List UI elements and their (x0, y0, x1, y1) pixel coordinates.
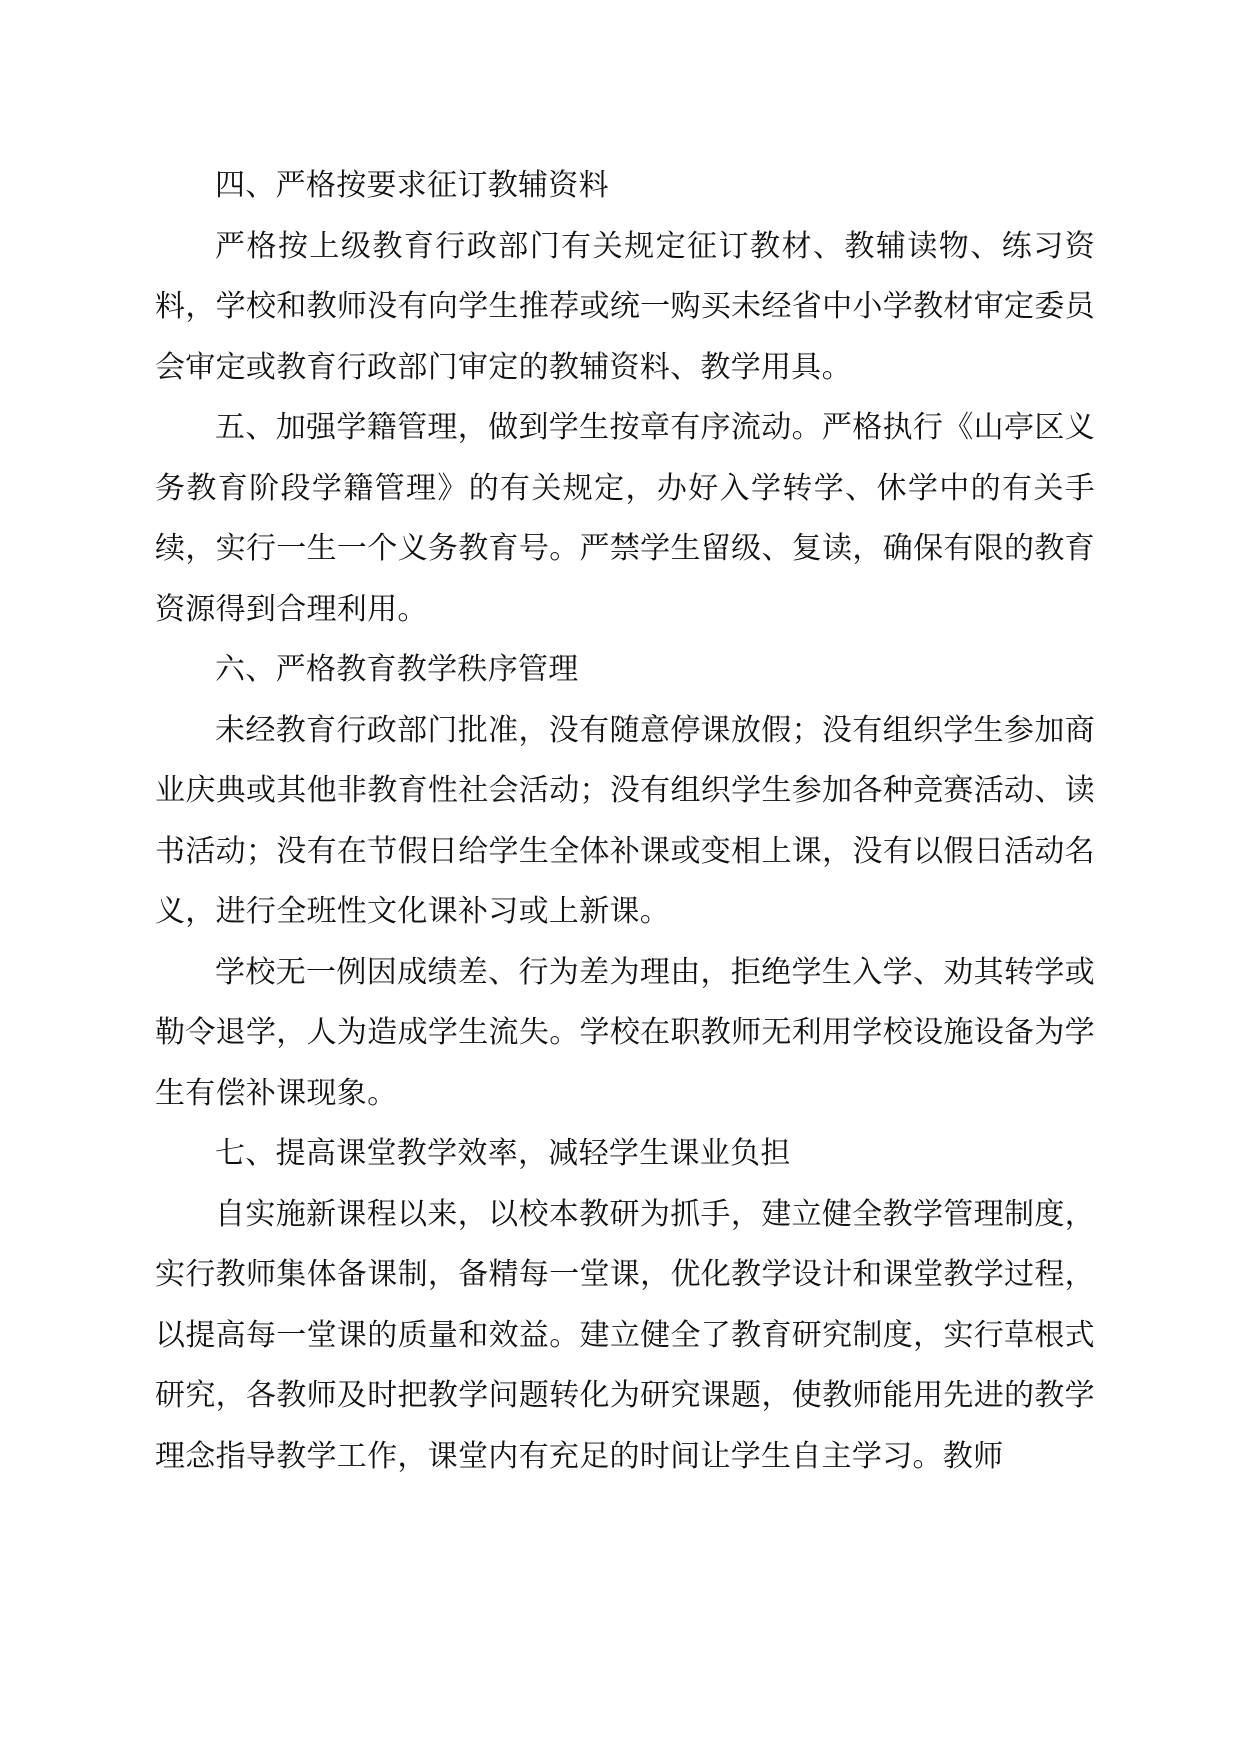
section-heading-4: 四、严格按要求征订教辅资料 (215, 168, 609, 203)
section-heading-7: 七、提高课堂教学效率，减轻学生课业负担 (215, 1136, 791, 1171)
paragraph-classroom-efficiency: 自实施新课程以来，以校本教研为抓手，建立健全教学管理制度，实行教师集体备课制，备精每一堂课，优化教学设计和课堂教学过程，以提高每一堂课的质量和效益。建立健全了教育研究制度，实行草根式研究，各教师及时把教学问题转化为研究课题，使教师能用先进的教学理念指导教学工作，课堂内有充足的时间让学生自主学习。教师 (155, 1196, 1095, 1474)
section-heading-6: 六、严格教育教学秩序管理 (215, 652, 579, 687)
document-body (155, 156, 1095, 1487)
paragraph-teaching-order: 未经教育行政部门批准，没有随意停课放假；没有组织学生参加商业庆典或其他非教育性社会活动；没有组织学生参加各种竞赛活动、读书活动；没有在节假日给学生全体补课或变相上课，没有以假日活动名义，进行全班性文化课补习或上新课。 (155, 712, 1095, 929)
paragraph-student-registration: 五、加强学籍管理，做到学生按章有序流动。严格执行《山亭区义务教育阶段学籍管理》的有关规定，办好入学转学、休学中的有关手续，实行一生一个义务教育号。严禁学生留级、复读，确保有限的教育资源得到合理利用。 (155, 410, 1095, 627)
paragraph-no-dropout: 学校无一例因成绩差、行为差为理由，拒绝学生入学、劝其转学或勒令退学，人为造成学生流失。学校在职教师无利用学校设施设备为学生有偿补课现象。 (155, 954, 1095, 1111)
paragraph-textbook-ordering: 严格按上级教育行政部门有关规定征订教材、教辅读物、练习资料，学校和教师没有向学生推荐或统一购买未经省中小学教材审定委员会审定或教育行政部门审定的教辅资料、教学用具。 (155, 228, 1095, 385)
